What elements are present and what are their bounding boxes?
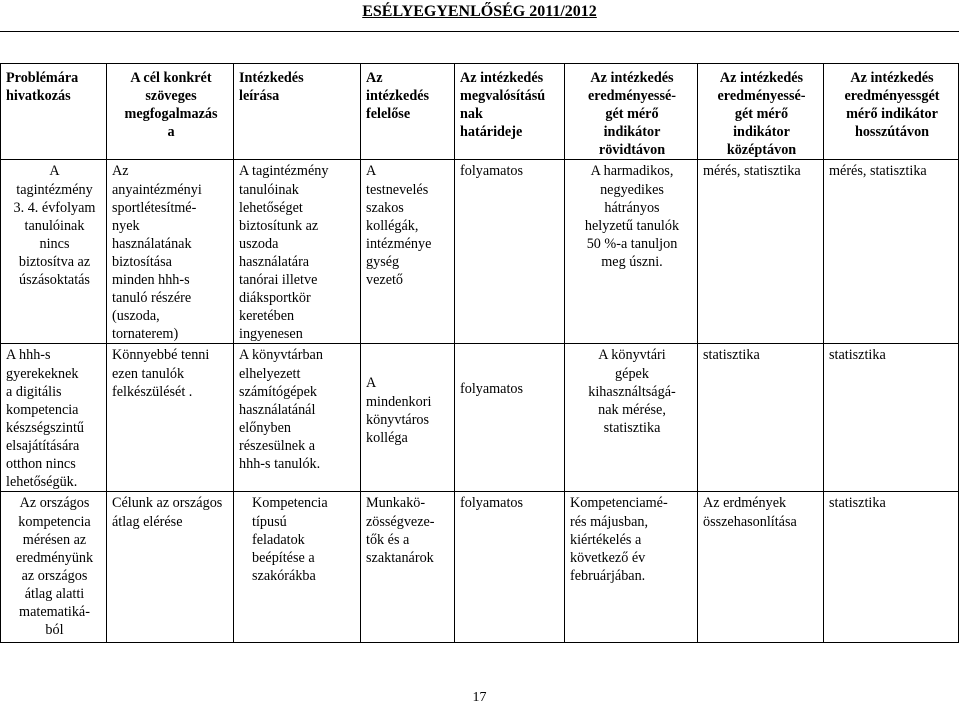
cell-line: Kompetenciamé- <box>570 495 668 512</box>
cell-line: Az <box>112 163 129 180</box>
cell-line: mindenkori <box>366 393 432 410</box>
cell-line: A könyvtári <box>598 347 666 364</box>
cell-line: Célunk az országos <box>112 495 223 512</box>
cell-line: negyedikes <box>600 181 664 198</box>
table-row <box>1 492 959 643</box>
cell-line: szakos <box>366 199 404 216</box>
cell-line: A <box>366 375 377 392</box>
cell-line: összehasonlítása <box>703 513 797 530</box>
cell-line: kollégák, <box>366 217 419 234</box>
cell-line: következő év <box>570 549 646 566</box>
header-line: gét mérő <box>734 106 789 123</box>
header-line: leírása <box>239 88 280 105</box>
header-indicator-short <box>565 64 698 160</box>
document-title: ESÉLYEGYENLŐSÉG 2011/2012 <box>362 3 597 20</box>
cell-line: szaktanárok <box>366 549 434 566</box>
cell-line: Az országos <box>19 495 90 512</box>
cell-line: eredményünk <box>15 549 94 566</box>
cell-problem <box>1 492 107 643</box>
header-line: mérő indikátor <box>846 106 938 123</box>
cell-line: folyamatos <box>460 495 524 512</box>
measures-table <box>0 63 959 643</box>
cell-measure <box>234 344 361 492</box>
cell-line: anyaintézményi <box>112 181 202 198</box>
cell-line: statisztika <box>829 495 886 512</box>
cell-line: használatánál <box>239 401 316 418</box>
header-line: Intézkedés <box>239 70 304 86</box>
header-indicator-mid <box>698 64 824 160</box>
cell-line: készségszintű <box>6 419 85 436</box>
header-row <box>1 64 959 160</box>
cell-line: A hhh-s <box>6 347 51 364</box>
cell-spacer <box>460 346 561 380</box>
cell-line: lehetőségük. <box>6 474 78 491</box>
cell-line: nyek <box>112 217 140 234</box>
cell-measure <box>234 160 361 344</box>
header-line: középtávon <box>726 142 797 159</box>
cell-line: statisztika <box>603 419 661 436</box>
cell-line: folyamatos <box>460 381 524 398</box>
cell-line: (uszoda, <box>112 308 160 325</box>
page-number: 17 <box>472 690 487 705</box>
header-problem <box>1 64 107 160</box>
cell-line: intézménye <box>366 235 432 252</box>
cell-line: tanulóinak <box>239 181 299 198</box>
cell-responsible <box>361 160 455 344</box>
cell-line: használatának <box>112 235 192 252</box>
cell-line: felkészülését . <box>112 383 193 400</box>
header-line: nak <box>460 106 483 123</box>
cell-line: feladatok <box>252 531 305 548</box>
cell-line: kompetencia <box>18 513 91 530</box>
cell-line: nincs <box>39 235 70 252</box>
cell-line: kiértékelés a <box>570 531 642 548</box>
cell-line: gépek <box>615 365 649 382</box>
cell-line: Könnyebbé tenni <box>112 347 210 364</box>
cell-line: A tagintézmény <box>239 163 329 180</box>
cell-measure <box>234 492 361 643</box>
header-goal <box>107 64 234 160</box>
cell-indicator-long <box>824 492 959 643</box>
header-line: Az <box>366 70 383 86</box>
cell-indicator-short <box>565 344 698 492</box>
cell-line: A <box>366 163 377 180</box>
header-line: szöveges <box>145 88 197 105</box>
cell-goal <box>107 344 234 492</box>
header-line: hosszútávon <box>854 124 930 141</box>
table-row <box>1 344 959 492</box>
cell-line: kihasználtságá- <box>588 383 676 400</box>
cell-indicator-mid <box>698 160 824 344</box>
header-indicator-long <box>824 64 959 160</box>
cell-line: mérésen az <box>22 531 87 548</box>
cell-line: statisztika <box>829 347 886 364</box>
header-line: indikátor <box>733 124 790 141</box>
cell-line: februárjában. <box>570 567 646 584</box>
cell-line: úszásoktatás <box>19 272 90 289</box>
header-line: hivatkozás <box>6 88 71 105</box>
cell-indicator-mid <box>698 492 824 643</box>
cell-problem <box>1 160 107 344</box>
cell-line: az országos <box>21 567 88 584</box>
header-line: Az intézkedés <box>719 70 804 86</box>
cell-line: otthon nincs <box>6 455 76 472</box>
cell-line: elhelyezett <box>239 365 301 382</box>
cell-line: átlag elérése <box>112 513 183 530</box>
cell-line: szakórákba <box>252 567 316 584</box>
cell-line: előnyben <box>239 419 292 436</box>
cell-line: átlag alatti <box>24 585 85 602</box>
cell-line: ingyenesen <box>239 326 303 343</box>
cell-spacer <box>366 346 451 374</box>
cell-line: sportlétesítmé- <box>112 199 197 216</box>
cell-line: keretében <box>239 308 295 325</box>
cell-line: matematiká- <box>19 603 90 620</box>
cell-line: biztosítva az <box>18 253 91 270</box>
header-line: A cél konkrét <box>130 70 212 86</box>
cell-line: mérés, statisztika <box>829 163 927 180</box>
cell-line: számítógépek <box>239 383 318 400</box>
header-line: megfogalmazás <box>124 106 218 123</box>
cell-line: tanórai illetve <box>239 272 318 289</box>
cell-line: lehetőséget <box>239 199 303 216</box>
header-deadline <box>455 64 565 160</box>
cell-line: beépítése a <box>252 549 315 566</box>
cell-line: hátrányos <box>604 199 660 216</box>
cell-line: folyamatos <box>460 163 524 180</box>
cell-line: statisztika <box>703 347 760 364</box>
cell-problem <box>1 344 107 492</box>
header-line: megvalósítású <box>460 88 546 105</box>
header-line: eredményessé- <box>717 88 806 105</box>
cell-line: tanulóinak <box>24 217 85 234</box>
cell-line: részesülnek a <box>239 437 316 454</box>
cell-line: biztosítása <box>112 253 172 270</box>
cell-line: ezen tanulók <box>112 365 185 382</box>
cell-line: A <box>49 163 60 180</box>
cell-line: kolléga <box>366 429 408 446</box>
cell-line: nak mérése, <box>598 401 666 418</box>
cell-line: biztosítunk az <box>239 217 319 234</box>
table-row <box>1 160 959 344</box>
cell-line: a digitális <box>6 383 62 400</box>
cell-line: gyerekeknek <box>6 365 79 382</box>
cell-line: használatára <box>239 253 310 270</box>
header-line: Az intézkedés <box>460 70 544 86</box>
cell-line: uszoda <box>239 235 279 252</box>
cell-line: tagintézmény <box>16 181 93 198</box>
cell-line: zösségveze- <box>366 513 435 530</box>
cell-indicator-long <box>824 160 959 344</box>
cell-deadline <box>455 344 565 492</box>
cell-line: kompetencia <box>6 401 79 418</box>
header-measure <box>234 64 361 160</box>
header-line: intézkedés <box>366 88 430 105</box>
cell-line: A könyvtárban <box>239 347 323 364</box>
header-line: eredményessé- <box>588 88 676 105</box>
cell-line: diáksportkör <box>239 290 311 307</box>
header-line: felelőse <box>366 106 411 123</box>
cell-line: tanuló részére <box>112 290 192 307</box>
cell-responsible <box>361 492 455 643</box>
cell-responsible <box>361 344 455 492</box>
cell-line: hhh-s tanulók. <box>239 455 321 472</box>
cell-goal <box>107 492 234 643</box>
cell-line: 3. 4. évfolyam <box>13 199 96 216</box>
cell-line: 50 %-a tanuljon <box>586 235 678 252</box>
cell-line: Az erdmények <box>703 495 787 512</box>
header-line: eredményessgét <box>844 88 940 105</box>
cell-line: gység <box>366 253 400 270</box>
header-line: határideje <box>460 124 523 141</box>
cell-line: vezető <box>366 272 404 289</box>
cell-line: helyzetű tanulók <box>584 217 680 234</box>
header-line: Az intézkedés <box>850 70 934 86</box>
cell-indicator-short <box>565 160 698 344</box>
header-line: Az intézkedés <box>590 70 674 86</box>
header-line: rövidtávon <box>598 142 666 159</box>
cell-line: tornaterem) <box>112 326 179 343</box>
title-divider <box>0 31 959 32</box>
cell-line: Munkakö- <box>366 495 426 512</box>
cell-line: minden hhh-s <box>112 272 190 289</box>
cell-deadline <box>455 160 565 344</box>
header-responsible <box>361 64 455 160</box>
header-line: indikátor <box>603 124 661 141</box>
cell-indicator-long <box>824 344 959 492</box>
cell-deadline <box>455 492 565 643</box>
cell-indicator-short <box>565 492 698 643</box>
cell-line: rés májusban, <box>570 513 649 530</box>
cell-line: típusú <box>252 513 287 530</box>
cell-line: A harmadikos, <box>590 163 674 180</box>
header-line: Problémára <box>6 70 79 86</box>
cell-line: Kompetencia <box>252 495 328 512</box>
cell-goal <box>107 160 234 344</box>
header-line: a <box>167 124 175 141</box>
cell-line: tők és a <box>366 531 410 548</box>
cell-line: testnevelés <box>366 181 429 198</box>
cell-line: ból <box>45 622 64 639</box>
cell-indicator-mid <box>698 344 824 492</box>
header-line: gét mérő <box>605 106 659 123</box>
cell-line: elsajátítására <box>6 437 80 454</box>
cell-line: könyvtáros <box>366 411 430 428</box>
cell-line: meg úszni. <box>601 253 663 270</box>
cell-line: mérés, statisztika <box>703 163 801 180</box>
